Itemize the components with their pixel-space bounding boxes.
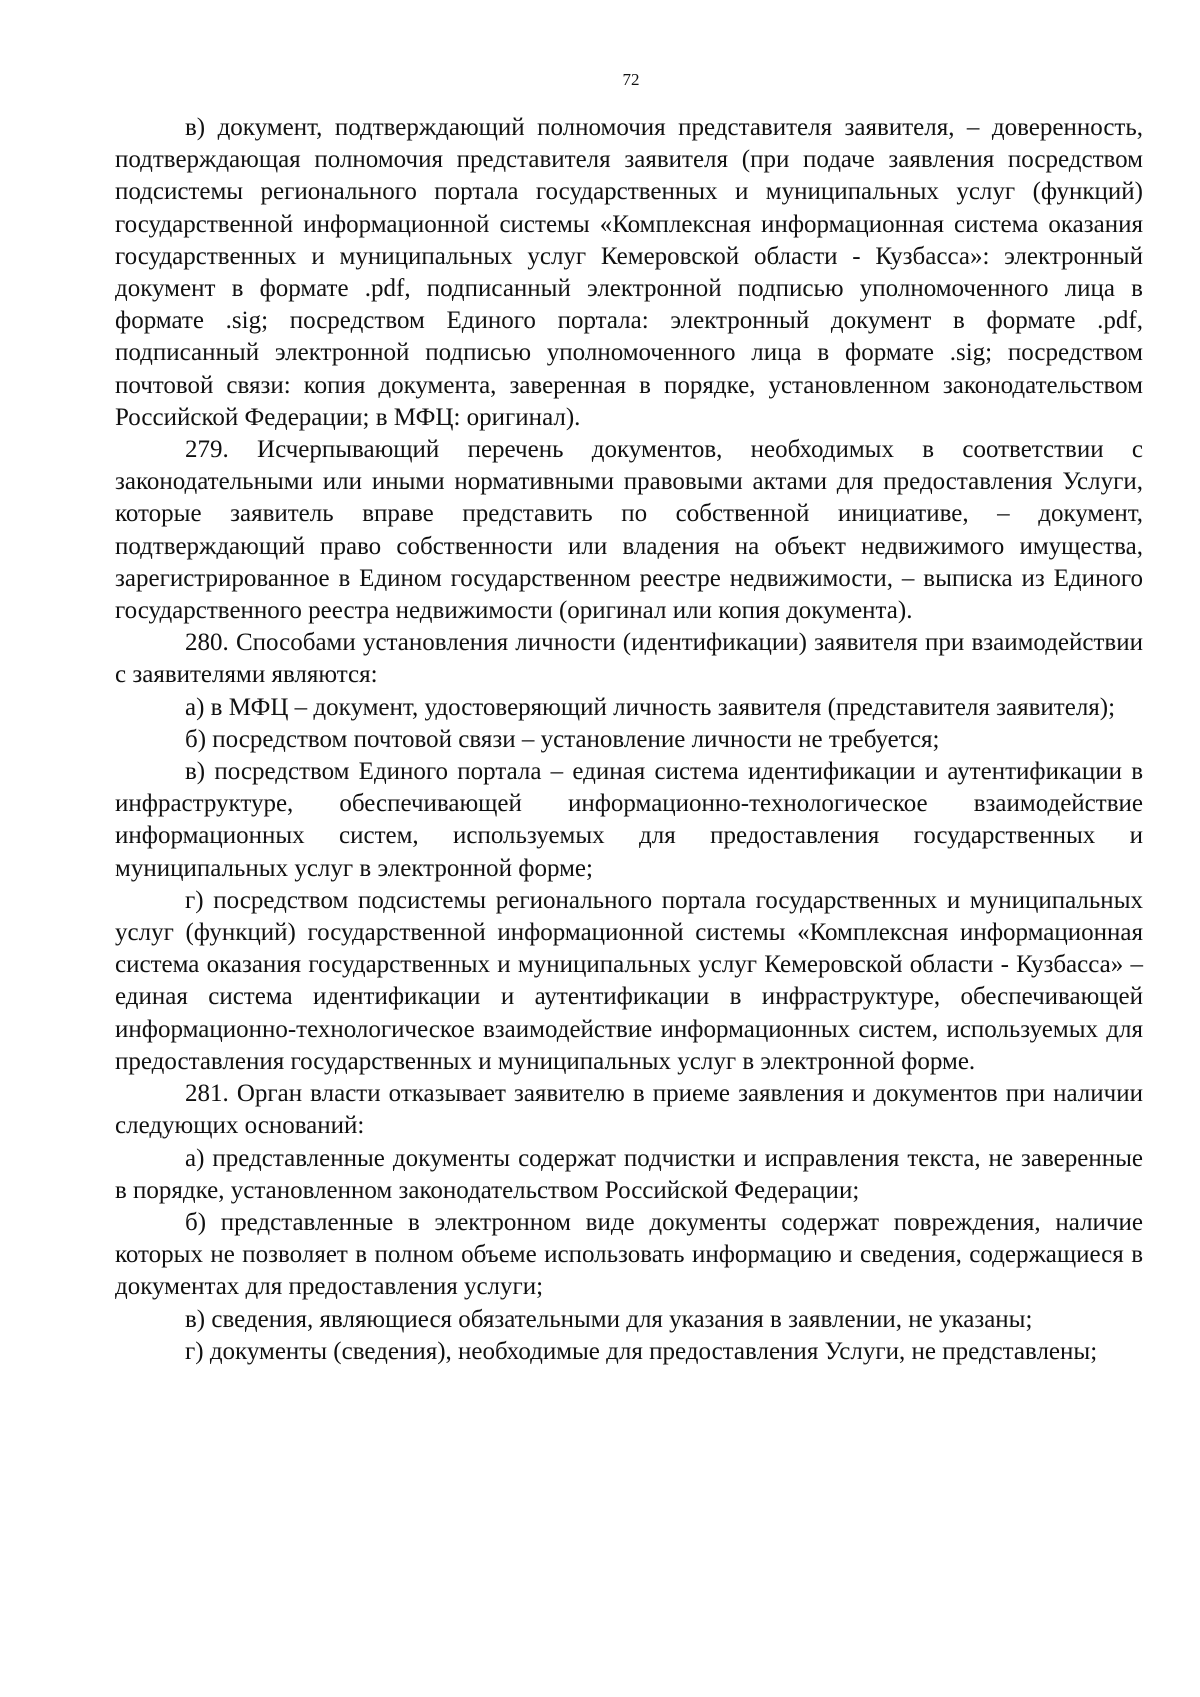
paragraph-281-v: в) сведения, являющиеся обязательными для указания в заявлении, не указаны; xyxy=(185,1305,1033,1333)
paragraph-representative-document: в) документ, подтверждающий полномочия представителя заявителя, – доверенность, подтверждающая полномочия представителя заявителя (при подаче заявления посредством подсистемы регионального портала государственных и муниципальных услуг (функций) государственной информационной системы «Комплексная информационная система оказания государственных и муниципальных услуг Кемеровской области - Кузбасса»: электронный документ в формате .pdf, подписанный электронной подписью уполномоченного лица в формате .sig; посредством Единого портала: электронный документ в формате .pdf, подписанный электронной подписью уполномоченного лица в формате .sig; посредством почтовой связи: копия документа, заверенная в порядке, установленном законодательством Российской Федерации; в МФЦ: оригинал). xyxy=(115,114,1143,431)
paragraph-280-v: в) посредством Единого портала – единая система идентификации и аутентификации в инфраструктуре, обеспечивающей информационно-технологическое взаимодействие информационных систем, используемых для предоставления государственных и муниципальных услуг в электронной форме; xyxy=(115,758,1143,882)
paragraph-281: 281. Орган власти отказывает заявителю в приеме заявления и документов при наличии следующих оснований: xyxy=(115,1080,1143,1140)
paragraph-281-a: а) представленные документы содержат подчистки и исправления текста, не заверенные в порядке, установленном законодательством Российской Федерации; xyxy=(115,1144,1143,1204)
paragraph-281-g: г) документы (сведения), необходимые для предоставления Услуги, не представлены; xyxy=(185,1337,1098,1365)
document-body xyxy=(115,112,1143,1368)
paragraph-281-b: б) представленные в электронном виде документы содержат повреждения, наличие которых не позволяет в полном объеме использовать информацию и сведения, содержащиеся в документах для предоставления услуги; xyxy=(115,1208,1143,1301)
paragraph-279: 279. Исчерпывающий перечень документов, необходимых в соответствии с законодательными или иными нормативными правовыми актами для предоставления Услуги, которые заявитель вправе представить по собственной инициативе, – документ, подтверждающий право собственности или владения на объект недвижимого имущества, зарегистрированное в Едином государственном реестре недвижимости, – выписка из Единого государственного реестра недвижимости (оригинал или копия документа). xyxy=(115,436,1143,625)
page-number: 72 xyxy=(622,70,640,89)
paragraph-280-a: а) в МФЦ – документ, удостоверяющий личность заявителя (представителя заявителя); xyxy=(185,693,1116,721)
paragraph-280-b: б) посредством почтовой связи – установление личности не требуется; xyxy=(185,725,940,753)
paragraph-280: 280. Способами установления личности (идентификации) заявителя при взаимодействии с заявителями являются: xyxy=(115,629,1143,689)
paragraph-280-g: г) посредством подсистемы регионального портала государственных и муниципальных услуг (функций) государственной информационной системы «Комплексная информационная система оказания государственных и муниципальных услуг Кемеровской области - Кузбасса» – единая система идентификации и аутентификации в инфраструктуре, обеспечивающей информационно-технологическое взаимодействие информационных систем, используемых для предоставления государственных и муниципальных услуг в электронной форме. xyxy=(115,886,1143,1075)
